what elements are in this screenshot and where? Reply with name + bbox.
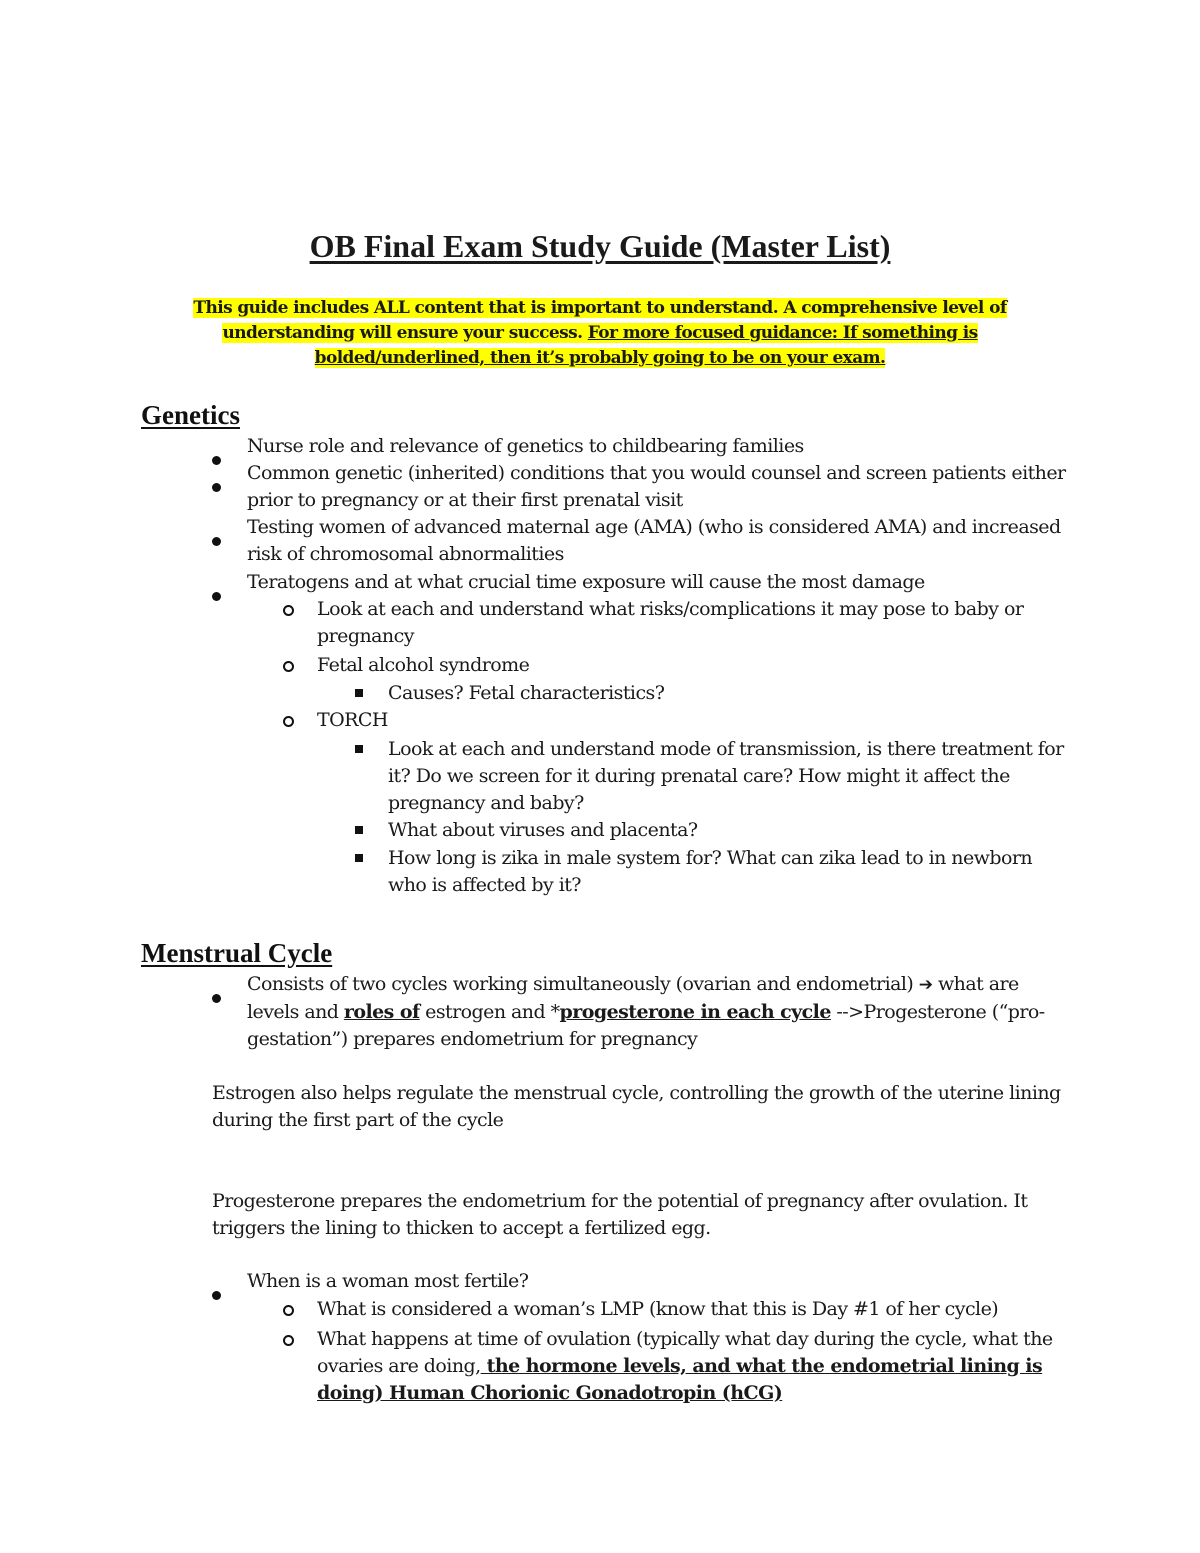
- bullet-dot: [212, 1291, 221, 1300]
- genetics-subitem-1: Look at each and understand what risks/complications it may pose to baby or pregnancy: [317, 598, 1024, 647]
- text-run: (typically what day during the cycle, what the ovaries are doing,: [317, 1328, 1053, 1377]
- text-run: What happens at time of ovulation: [317, 1328, 636, 1350]
- bullet-dot: [212, 456, 221, 465]
- emphasis-progesterone: progesterone in each cycle: [559, 1001, 831, 1023]
- intro-note: [160, 296, 1040, 371]
- emphasis-hormone-levels: the hormone levels, and what the endometrial lining is doing) Human Chorionic Gonadotropin (hCG): [317, 1355, 1043, 1404]
- bullet-dot: [212, 537, 221, 546]
- genetics-item-4: Teratogens and at what crucial time exposure will cause the most damage: [247, 571, 925, 593]
- menstrual-subitem-2: [317, 1326, 1067, 1407]
- intro-underlined: For more focused guidance: If something is bolded/underlined, then it’s probably going to be on your exam.: [314, 323, 978, 368]
- bullet-circle: [283, 1305, 294, 1316]
- page-title: OB Final Exam Study Guide (Master List): [309, 228, 891, 264]
- intro-plain: This guide includes ALL content that is important to understand. A comprehensive level of understanding will ensure your success.: [193, 298, 1007, 343]
- bullet-circle: [283, 605, 294, 616]
- text-run: -->Progesterone (“pro-gestation”) prepares endometrium for pregnancy: [247, 1001, 1045, 1050]
- text-run: what are levels and: [247, 973, 1019, 1023]
- torch-subitem-3: How long is zika in male system for? What can zika lead to in newborn who is affected by it?: [388, 847, 1033, 896]
- fas-subitem-1: Causes? Fetal characteristics?: [388, 682, 665, 704]
- bullet-square: [355, 826, 363, 834]
- section-heading-menstrual-cycle: Menstrual Cycle: [141, 938, 333, 968]
- bullet-dot: [212, 592, 221, 601]
- intro-highlight: [193, 298, 1006, 368]
- bullet-square: [355, 854, 363, 862]
- text-run: Consists of two cycles working simultaneously (ovarian and endometrial): [247, 973, 919, 995]
- bullet-dot: [212, 994, 221, 1003]
- progesterone-paragraph: Progesterone prepares the endometrium for the potential of pregnancy after ovulation. It triggers the lining to thicken to accept a fertilized egg.: [212, 1190, 1028, 1239]
- genetics-subitem-2: Fetal alcohol syndrome: [317, 654, 530, 676]
- genetics-item-2: Common genetic (inherited) conditions that you would counsel and screen patients either prior to pregnancy or at their first prenatal visit: [247, 462, 1066, 511]
- emphasis-roles-of: roles of: [343, 1001, 420, 1023]
- menstrual-item-1: [247, 971, 1067, 1053]
- bullet-dot: [212, 483, 221, 492]
- bullet-square: [355, 689, 363, 697]
- torch-subitem-2: What about viruses and placenta?: [388, 819, 698, 841]
- estrogen-paragraph: Estrogen also helps regulate the menstrual cycle, controlling the growth of the uterine lining during the first part of the cycle: [212, 1082, 1061, 1131]
- text-run: estrogen and *: [419, 1001, 560, 1023]
- menstrual-item-2: When is a woman most fertile?: [247, 1270, 529, 1292]
- bullet-circle: [283, 716, 294, 727]
- menstrual-subitem-1: What is considered a woman’s LMP (know that this is Day #1 of her cycle): [317, 1298, 999, 1320]
- section-heading-genetics: Genetics: [141, 400, 240, 430]
- genetics-item-1: Nurse role and relevance of genetics to childbearing families: [247, 435, 804, 457]
- bullet-circle: [283, 661, 294, 672]
- bullet-square: [355, 745, 363, 753]
- genetics-subitem-3: TORCH: [317, 709, 388, 731]
- torch-subitem-1: Look at each and understand mode of transmission, is there treatment for it? Do we screen for it during prenatal care? How might it affect the pregnancy and baby?: [388, 738, 1064, 814]
- arrow-right-icon: ➔: [918, 975, 933, 995]
- genetics-item-3: Testing women of advanced maternal age (AMA) (who is considered AMA) and increased risk of chromosomal abnormalities: [247, 516, 1061, 565]
- bullet-circle: [283, 1335, 294, 1346]
